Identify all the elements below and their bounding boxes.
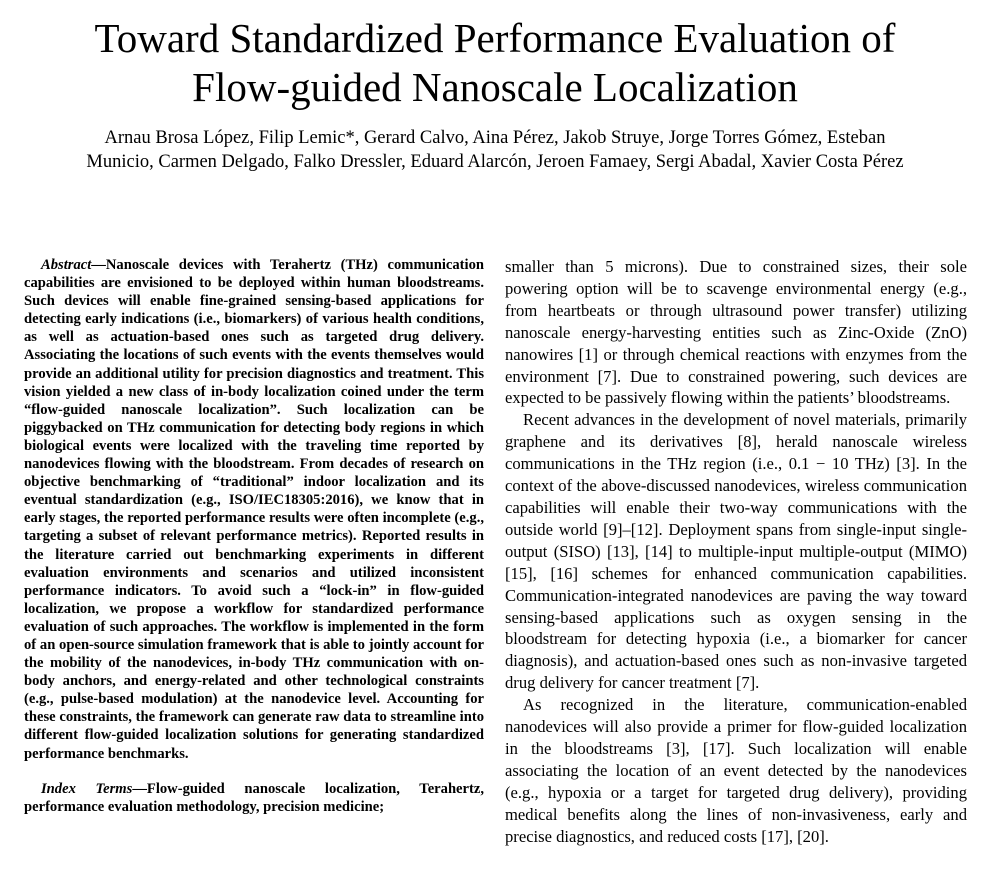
abstract-column: [24, 256, 484, 816]
authors-line: Municio, Carmen Delgado, Falko Dressler, Eduard Alarcón, Jeroen Famaey, Sergi Abadal, Xavier Costa Pérez: [86, 152, 904, 172]
author-list: [0, 126, 990, 174]
paper-title: [0, 0, 990, 112]
body-paragraph: As recognized in the literature, communication-enabled nanodevices will also provide a primer for flow-guided localization in the bloodstreams [3], [17]. Such localization will enable associating the location of an event detected by the nanodevices (e.g., hypoxia or a target for targeted drug delivery), providing medical benefits along the lines of non-invasiveness, early and precise diagnostics, and reduced costs [17], [20].: [505, 695, 967, 846]
abstract-label: Abstract: [41, 257, 92, 273]
authors-line: Arnau Brosa López, Filip Lemic*, Gerard Calvo, Aina Pérez, Jakob Struye, Jorge Torres Gómez, Esteban: [104, 128, 886, 148]
abstract: [24, 256, 484, 763]
title-line: Toward Standardized Performance Evaluation of: [94, 15, 896, 61]
body-paragraph: smaller than 5 microns). Due to constrained sizes, their sole powering option will be to scavenge environmental energy (e.g., from heartbeats or through ultrasound power transfer) utilizing nanoscale energy-harvesting entities such as Zinc-Oxide (ZnO) nanowires [1] or through chemical reactions with enzymes from the environment [7]. Due to constrained powering, such devices are expected to be passively flowing within the patients’ bloodstreams.: [505, 257, 967, 408]
abstract-text: —Nanoscale devices with Terahertz (THz) communication capabilities are envisioned to be deployed within human bloodstreams. Such devices will enable fine-grained sensing-based applications for detecting early indications (i.e., biomarkers) of various health conditions, as well as actuation-based ones such as targeted drug delivery. Associating the locations of such events with the events themselves would provide an additional utility for precision diagnostics and treatment. This vision yielded a new class of in-body localization coined under the term “flow-guided nanoscale localization”. Such localization can be piggybacked on THz communication for detecting body regions in which biological events were localized with the traveling time reported by nanodevices flowing with the bloodstream. From decades of research on objective benchmarking of “traditional” indoor localization and its eventual standardization (e.g., ISO/IEC18305:2016), we know that in early stages, the reported performance results were often incomplete (e.g., targeting a subset of relevant performance metrics). Reported results in the literature carried out benchmarking experiments in different evaluation environments and scenarios and utilized inconsistent performance indicators. To avoid such a “lock-in” in flow-guided localization, we propose a workflow for standardized performance evaluation of such approaches. The workflow is implemented in the form of an open-source simulation framework that is able to jointly account for the mobility of the nanodevices, in-body THz communication with on-body anchors, and energy-related and other technological constraints (e.g., pulse-based modulation) at the nanodevice level. Accounting for these constraints, the framework can generate raw data to streamline into different flow-guided localization solutions for generating standardized performance benchmarks.: [24, 257, 484, 762]
title-line: Flow-guided Nanoscale Localization: [192, 64, 798, 110]
index-terms-label: Index Terms: [41, 780, 133, 797]
body-column: [505, 256, 967, 878]
body-paragraph: Recent advances in the development of novel materials, primarily graphene and its derivatives [8], herald nanoscale wireless communications in the THz region (i.e., 0.1 − 10 THz) [3]. In the context of the above-discussed nanodevices, wireless communication capabilities will enable their two-way communications with the outside world [9]–[12]. Deployment spans from single-input single-output (SISO) [13], [14] to multiple-input multiple-output (MIMO) [15], [16] schemes for enhanced communication capabilities. Communication-integrated nanodevices are paving the way toward sensing-based applications such as oxygen sensing in the bloodstream for detecting hypoxia (i.e., a biomarker for cancer diagnosis), and actuation-based ones such as non-invasive targeted drug delivery for cancer treatment [7].: [505, 410, 967, 693]
index-terms-text: —Flow-guided nanoscale localization, Terahertz, performance evaluation methodology, precision medicine;: [24, 780, 484, 815]
index-terms: [24, 780, 484, 816]
